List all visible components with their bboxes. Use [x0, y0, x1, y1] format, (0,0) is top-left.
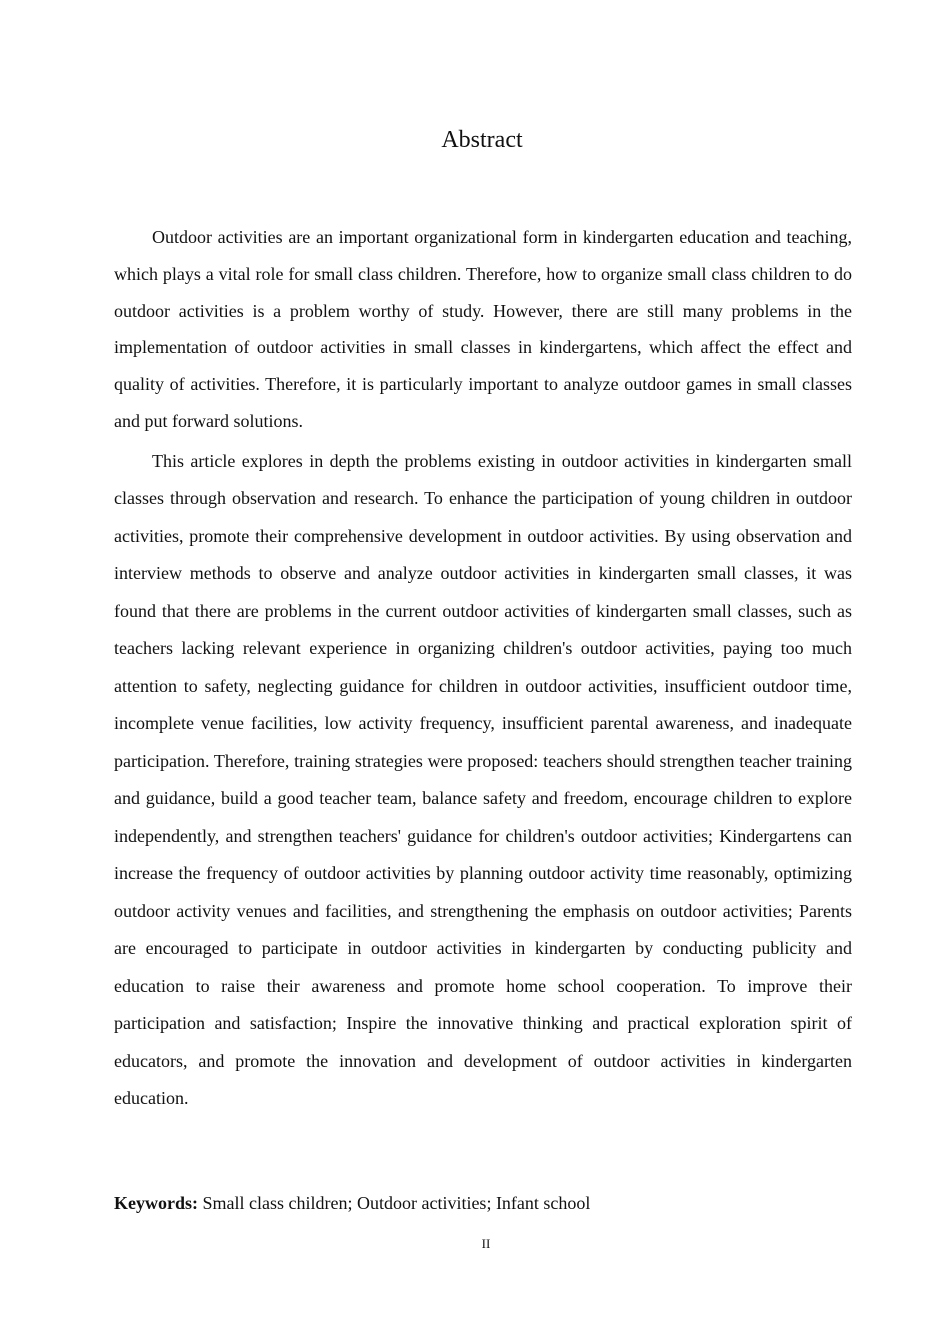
keywords-line	[114, 1189, 852, 1217]
abstract-body	[114, 219, 852, 1118]
abstract-paragraph-1: Outdoor activities are an important organizational form in kindergarten education and teaching, which plays a vital role for small class children. Therefore, how to organize small class children to do outdoor activities is a problem worthy of study. However, there are still many problems in the implementation of outdoor activities in small classes in kindergartens, which affect the effect and quality of activities. Therefore, it is particularly important to analyze outdoor games in small classes and put forward solutions.	[114, 227, 852, 431]
abstract-paragraph-2: This article explores in depth the problems existing in outdoor activities in kindergarten small classes through observation and research. To enhance the participation of young children in outdoor activities, promote their comprehensive development in outdoor activities. By using observation and interview methods to observe and analyze outdoor activities in kindergarten small classes, it was found that there are problems in the current outdoor activities of kindergarten small classes, such as teachers lacking relevant experience in organizing children's outdoor activities, paying too much attention to safety, neglecting guidance for children in outdoor activities, insufficient outdoor time, incomplete venue facilities, low activity frequency, insufficient parental awareness, and inadequate participation. Therefore, training strategies were proposed: teachers should strengthen teacher training and guidance, build a good teacher team, balance safety and freedom, encourage children to explore independently, and strengthen teachers' guidance for children's outdoor activities; Kindergartens can increase the frequency of outdoor activities by planning outdoor activity time reasonably, optimizing outdoor activity venues and facilities, and strengthening the emphasis on outdoor activities; Parents are encouraged to participate in outdoor activities in kindergarten by conducting publicity and education to raise their awareness and promote home school cooperation. To improve their participation and satisfaction; Inspire the innovative thinking and practical exploration spirit of educators, and promote the innovation and development of outdoor activities in kindergarten education.	[114, 450, 852, 1109]
keywords-label: Keywords:	[114, 1193, 198, 1213]
abstract-title: Abstract	[441, 127, 523, 153]
page-number: II	[481, 1236, 491, 1251]
keywords-value: Small class children; Outdoor activities; Infant school	[202, 1193, 591, 1213]
